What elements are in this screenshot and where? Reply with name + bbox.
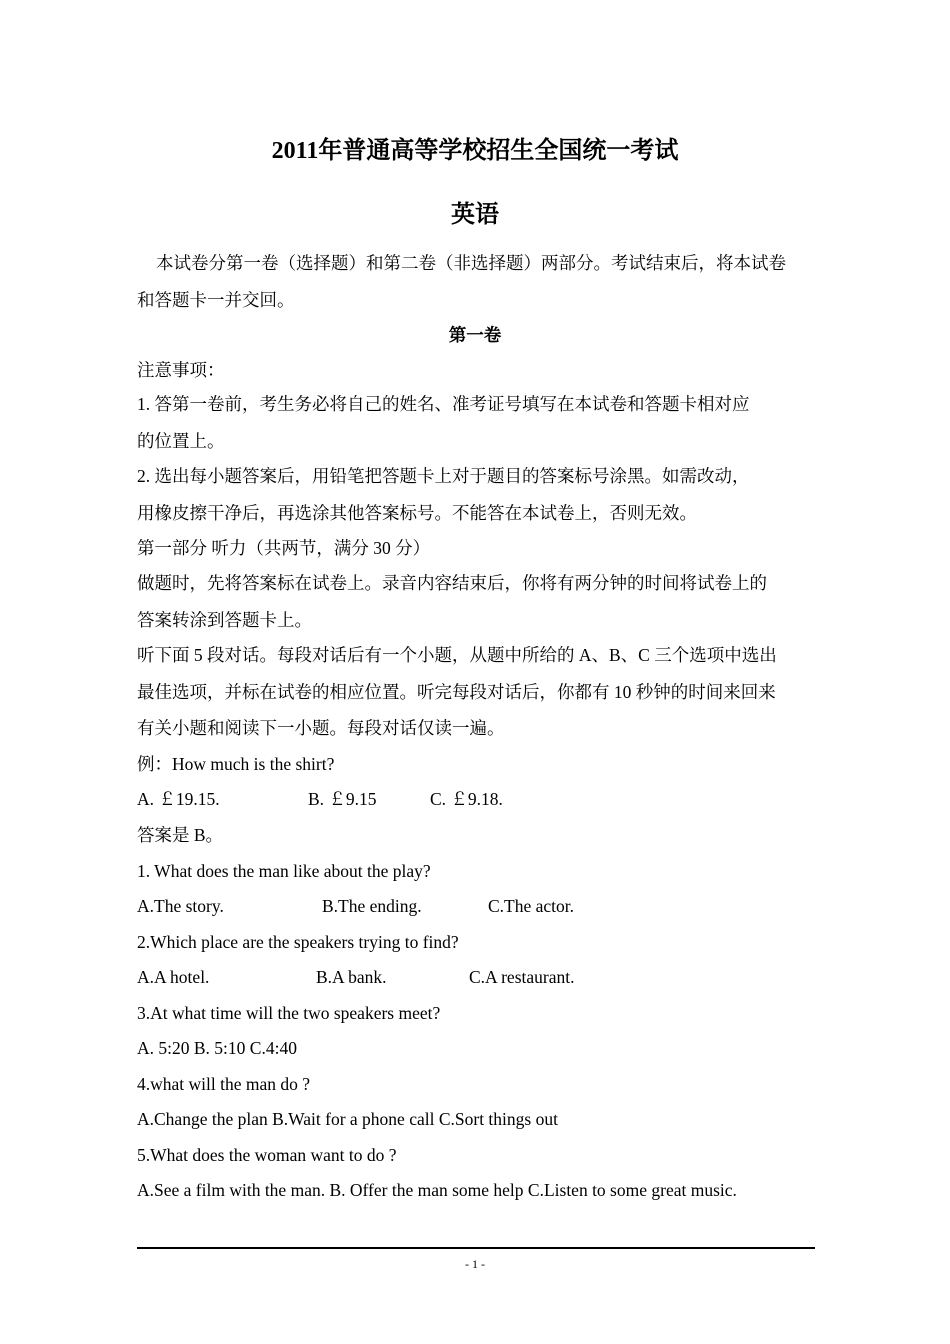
- intro-line-1: 本试卷分第一卷（选择题）和第二卷（非选择题）两部分。考试结束后，将本试卷: [156, 253, 786, 273]
- part1-instr2-line-1: 听下面 5 段对话。每段对话后有一个小题，从题中所给的 A、B、C 三个选项中选出: [137, 645, 777, 665]
- question-5: 5.What does the woman want to do ?: [137, 1145, 397, 1165]
- example-option-c: C. ￡9.18.: [430, 789, 503, 809]
- question-4-options: A.Change the plan B.Wait for a phone call C.Sort things out: [137, 1109, 558, 1129]
- question-1-option-c: C.The actor.: [488, 896, 575, 916]
- example-option-a: A. ￡19.15.: [137, 789, 220, 809]
- note-1-line-1: 1. 答第一卷前，考生务必将自己的姓名、准考证号填写在本试卷和答题卡相对应: [137, 394, 750, 414]
- note-2-line-2: 用橡皮擦干净后，再选涂其他答案标号。不能答在本试卷上，否则无效。: [137, 503, 697, 523]
- intro-line-2: 和答题卡一并交回。: [137, 290, 295, 310]
- page-number: - 1 -: [465, 1257, 485, 1271]
- exam-title: 2011年普通高等学校招生全国统一考试: [271, 138, 679, 164]
- note-2-line-1: 2. 选出每小题答案后，用铅笔把答题卡上对于题目的答案标号涂黑。如需改动，: [137, 466, 750, 486]
- part1-instr1-line-1: 做题时，先将答案标在试卷上。录音内容结束后，你将有两分钟的时间将试卷上的: [137, 573, 767, 593]
- question-3: 3.At what time will the two speakers meet?: [137, 1003, 441, 1023]
- question-1: 1. What does the man like about the play?: [137, 861, 431, 881]
- notes-heading: 注意事项：: [137, 360, 225, 380]
- question-3-options: A. 5:20 B. 5:10 C.4:40: [137, 1038, 297, 1058]
- question-2-options: [137, 965, 817, 989]
- question-2-option-a: A.A hotel.: [137, 967, 210, 987]
- example-option-b: B. ￡9.15: [308, 789, 377, 809]
- part1-instr2-line-2: 最佳选项，并标在试卷的相应位置。听完每段对话后，你都有 10 秒钟的时间来回来: [137, 682, 776, 702]
- question-1-option-b: B.The ending.: [322, 896, 422, 916]
- question-2-option-c: C.A restaurant.: [469, 967, 575, 987]
- part1-instr2-line-3: 有关小题和阅读下一小题。每段对话仅读一遍。: [137, 718, 505, 738]
- question-2-option-b: B.A bank.: [316, 967, 387, 987]
- example-options: [137, 787, 817, 811]
- question-2: 2.Which place are the speakers trying to find?: [137, 932, 459, 952]
- part1-instr1-line-2: 答案转涂到答题卡上。: [137, 610, 312, 630]
- question-1-options: [137, 894, 817, 918]
- part1-heading: 第一部分 听力（共两节，满分 30 分）: [137, 538, 431, 558]
- example-answer: 答案是 B。: [137, 825, 224, 845]
- question-5-options: A.See a film with the man. B. Offer the man some help C.Listen to some great music.: [137, 1180, 737, 1200]
- footer-divider: [137, 1247, 815, 1249]
- question-4: 4.what will the man do ?: [137, 1074, 311, 1094]
- subject-title: 英语: [451, 202, 499, 228]
- note-1-line-2: 的位置上。: [137, 431, 225, 451]
- section-title: 第一卷: [448, 325, 502, 345]
- question-1-option-a: A.The story.: [137, 896, 224, 916]
- example-question: 例：How much is the shirt?: [137, 754, 335, 774]
